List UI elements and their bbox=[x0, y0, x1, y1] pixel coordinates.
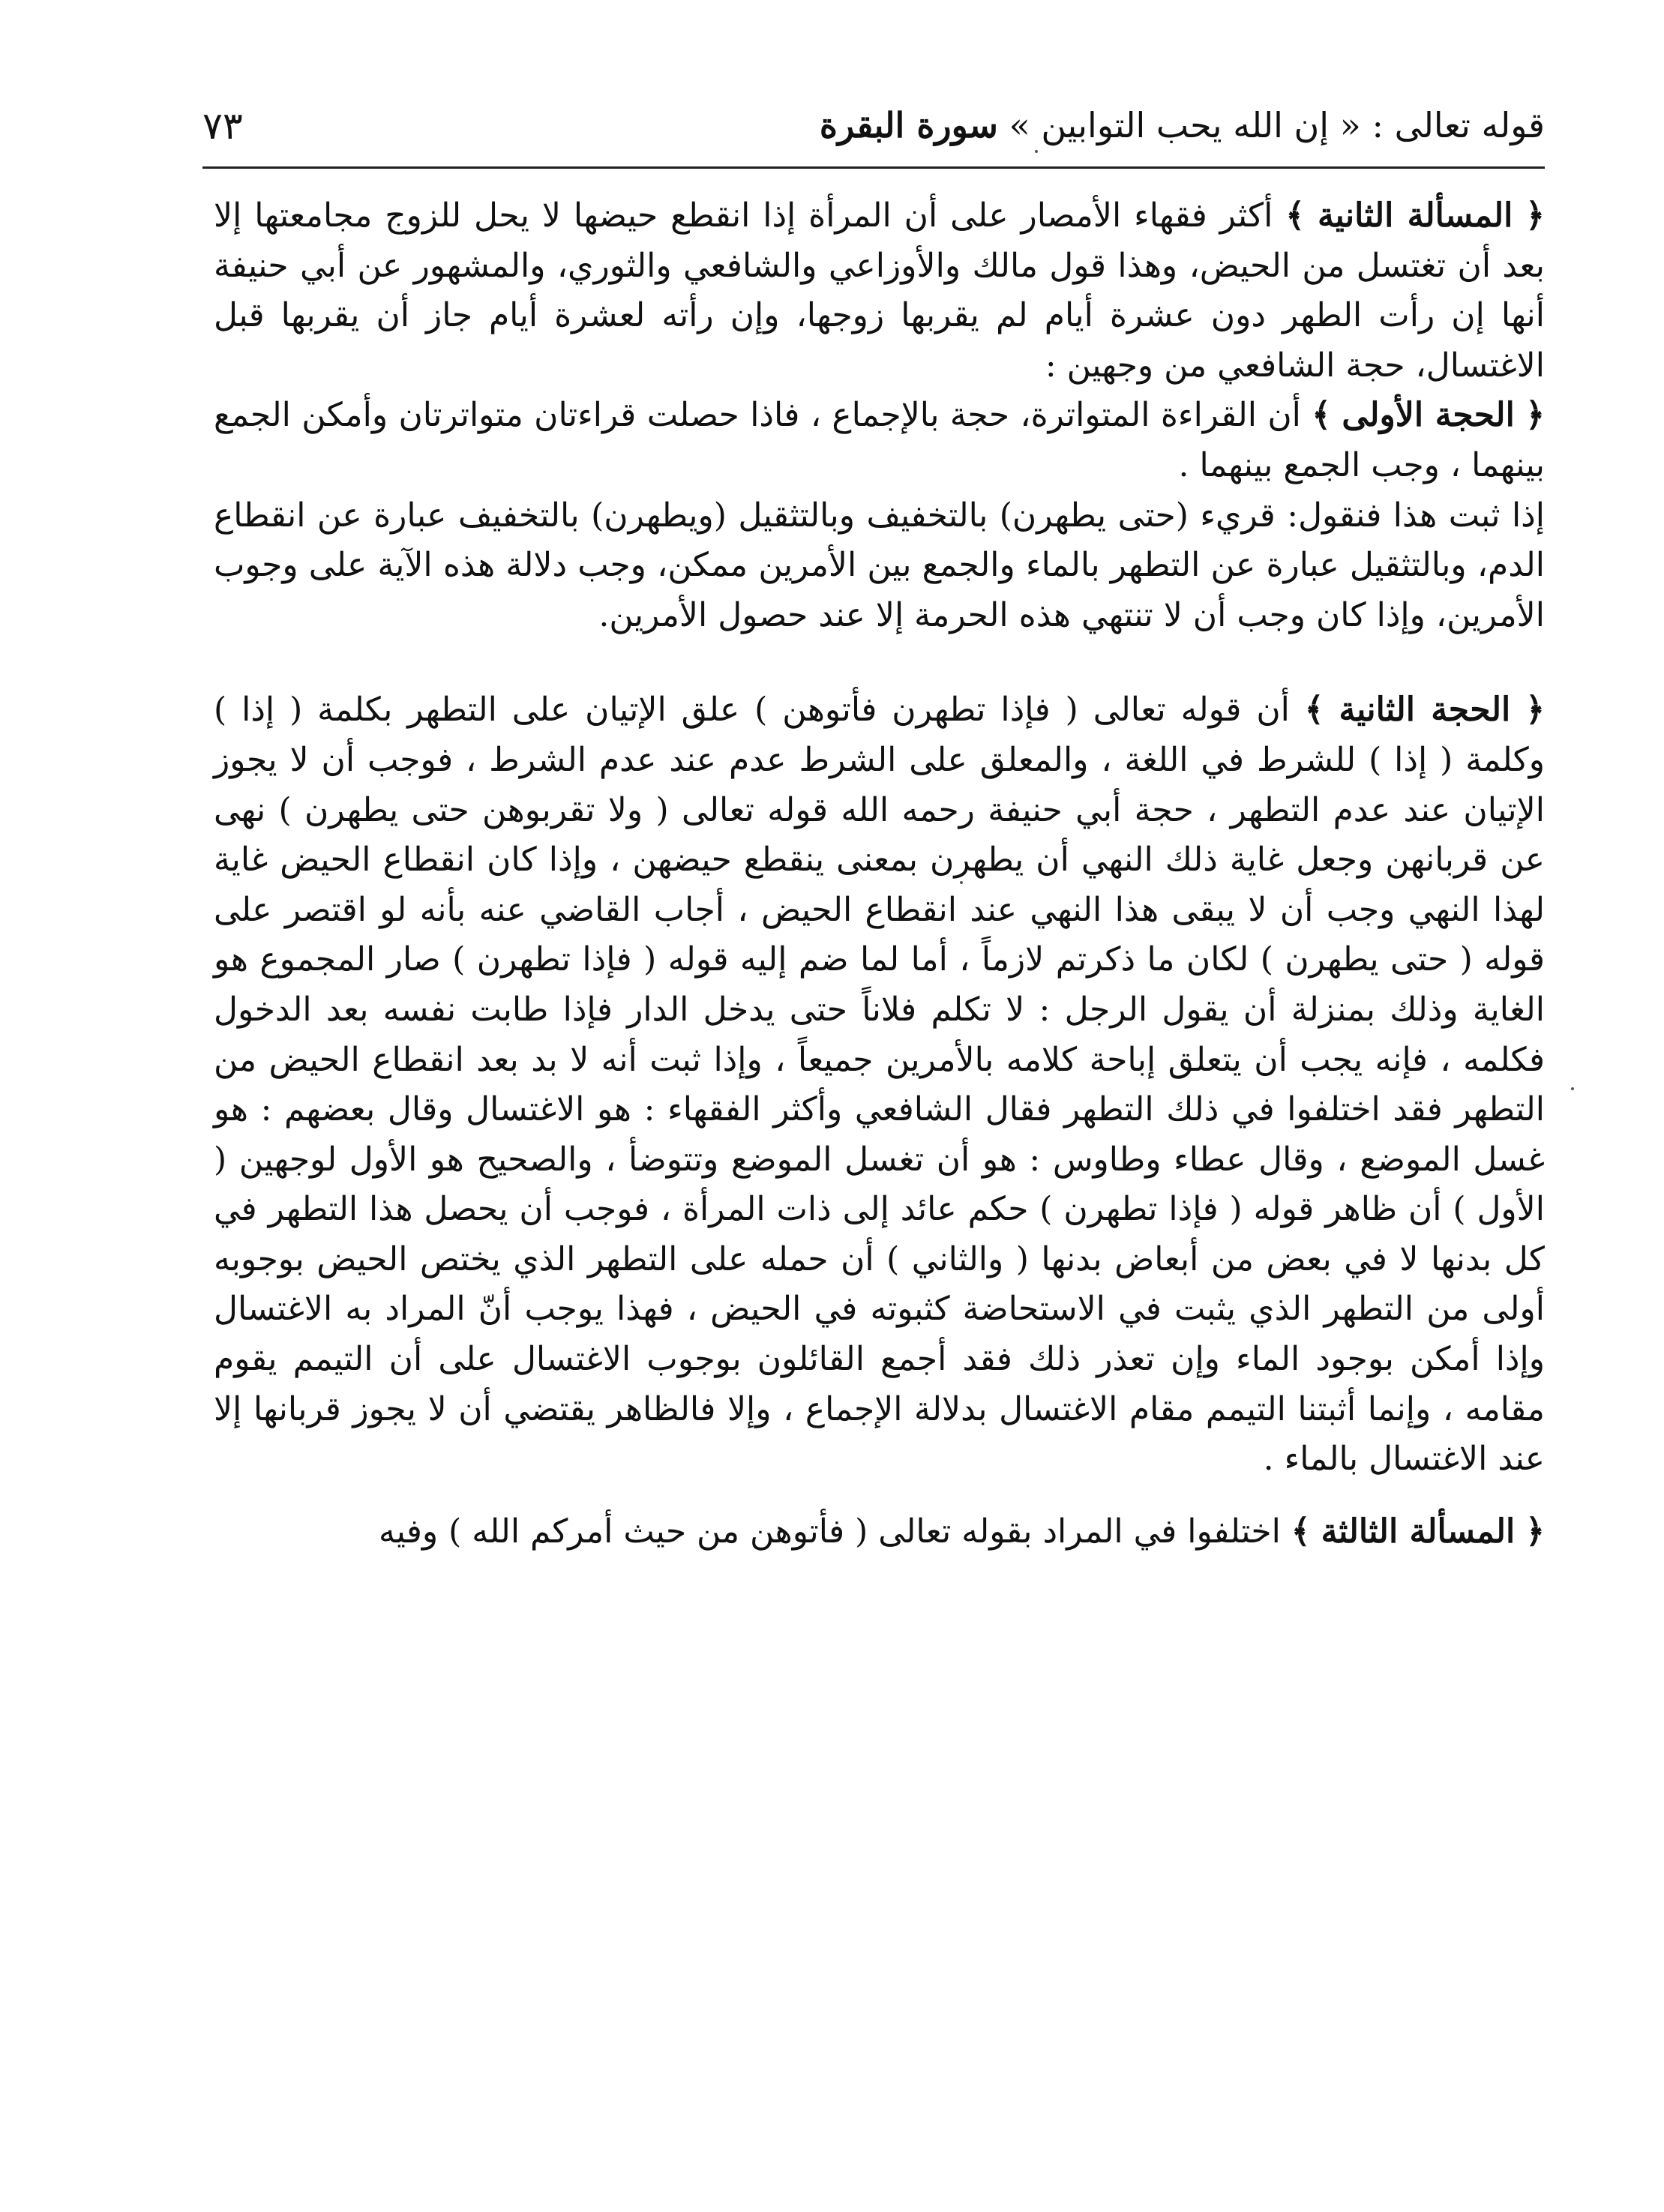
paragraph-issue-two bbox=[214, 191, 1545, 391]
paragraph-text: إذا ثبت هذا فنقول: قريء (حتى يطهرن) بالتخفيف وبالتثقيل (ويطهرن) بالتخفيف عبارة عن انقطاع الدم، وبالتثقيل عبارة عن التطهر بالماء والجمع بين الأمرين ممكن، وجب دلالة هذه الآية على وجوب الأمرين، وإذا كان وجب أن لا تنتهي هذه الحرمة إلا عند حصول الأمرين. bbox=[214, 496, 1545, 634]
section-label: الحجة الثانية bbox=[1339, 691, 1511, 730]
surah-name: سورة البقرة bbox=[819, 105, 998, 145]
header-divider bbox=[202, 166, 1545, 169]
paragraph-text: أن قوله تعالى ( فإذا تطهرن فأتوهن ) علق الإتيان على التطهر بكلمة ( إذا ) وكلمة ( إذا ) للشرط في اللغة ، والمعلق على الشرط عدم عند عدم الشرط ، فوجب أن لا يجوز الإتيان عند عدم التطهر ، حجة أبي حنيفة رحمه الله قوله تعالى ( ولا تقربوهن حتى يطهرن ) نهى عن قربانهن وجعل غاية ذلك النهي أن يطهرن بمعنى ينقطع حيضهن ، وإذا كان انقطاع الحيض غاية لهذا النهي وجب أن لا يبقى هذا النهي عند انقطاع الحيض ، أجاب القاضي عنه بأنه لو اقتصر على قوله ( حتى يطهرن ) لكان ما ذكرتم لازماً ، أما لما ضم إليه قوله ( فإذا تطهرن ) صار المجموع هو الغاية وذلك بمنزلة أن يقول الرجل : لا تكلم فلاناً حتى يدخل الدار فإذا طابت نفسه بعد الدخول فكلمه ، فإنه يجب أن يتعلق إباحة كلامه بالأمرين جميعاً ، وإذا ثبت أنه لا بد بعد انقطاع الحيض من التطهر فقد اختلفوا في ذلك التطهر فقال الشافعي وأكثر الفقهاء : هو الاغتسال وقال بعضهم : هو غسل الموضع ، وقال عطاء وطاوس : هو أن تغسل الموضع وتتوضأ ، والصحيح هو الأول لوجهين ( الأول ) أن ظاهر قوله ( فإذا تطهرن ) حكم عائد إلى ذات المرأة ، فوجب أن يحصل هذا التطهر في كل بدنها لا في بعض من أبعاض بدنها ( والثاني ) أن حمله على التطهر الذي يختص الحيض بوجوبه أولى من التطهر الذي يثبت في الاستحاضة كثبوته في الحيض ، فهذا يوجب أنّ المراد به الاغتسال وإذا أمكن بوجود الماء وإن تعذر ذلك فقد أجمع القائلون بوجوب الاغتسال على أن التيمم يقوم مقامه ، وإنما أثبتنا التيمم مقام الاغتسال بدلالة الإجماع ، وإلا فالظاهر يقتضي أن لا يجوز قربانها إلا عند الاغتسال بالماء . bbox=[214, 691, 1546, 1479]
ornate-bracket-close: ﴾ bbox=[1285, 196, 1306, 235]
page-header bbox=[202, 97, 1545, 157]
main-text bbox=[214, 191, 1545, 1557]
page-number: ٧٣ bbox=[202, 104, 243, 148]
paragraph-text: أن القراءة المتواترة، حجة بالإجماع ، فاذا حصلت قراءتان متواترتان وأمكن الجمع بينهما ، وجب الجمع بينهما . bbox=[214, 396, 1545, 484]
section-label: المسألة الثانية bbox=[1317, 196, 1513, 235]
section-label: المسألة الثالثة bbox=[1321, 1512, 1516, 1551]
ornate-bracket-open: ﴿ bbox=[1525, 196, 1546, 235]
running-title bbox=[820, 102, 1545, 148]
paragraph-issue-three bbox=[214, 1507, 1545, 1557]
paragraph-second-argument bbox=[214, 685, 1545, 1485]
ornate-bracket-close: ﴾ bbox=[1304, 691, 1324, 730]
paragraph-text: أكثر فقهاء الأمصار على أن المرأة إذا انقطع حيضها لا يحل للزوج مجامعتها إلا بعد أن تغتسل من الحيض، وهذا قول مالك والأوزاعي والشافعي والثوري، والمشهور عن أبي حنيفة أنها إن رأت الطهر دون عشرة أيام لم يقربها زوجها، وإن رأته لعشرة أيام جاز أن يقربها قبل الاغتسال، حجة الشافعي من وجهين : bbox=[214, 196, 1545, 385]
ornate-bracket-open: ﴿ bbox=[1525, 691, 1545, 730]
scan-speck bbox=[960, 881, 963, 884]
ornate-bracket-close: ﴾ bbox=[1312, 396, 1332, 435]
ornate-bracket-open: ﴿ bbox=[1525, 1512, 1545, 1551]
paragraph-continuation bbox=[214, 491, 1545, 641]
paragraph-text: اختلفوا في المراد بقوله تعالى ( فأتوهن من حيث أمركم الله ) وفيه bbox=[378, 1512, 1281, 1551]
ornate-bracket-close: ﴾ bbox=[1291, 1512, 1311, 1551]
section-label: الحجة الأولى bbox=[1342, 396, 1515, 435]
ornate-bracket-open: ﴿ bbox=[1525, 396, 1545, 435]
paragraph-first-argument bbox=[214, 391, 1545, 490]
running-title-verse: قوله تعالى : « إن الله يحب التوابين » bbox=[1009, 105, 1545, 145]
scan-speck bbox=[1571, 1087, 1574, 1090]
scan-speck bbox=[1035, 150, 1038, 153]
